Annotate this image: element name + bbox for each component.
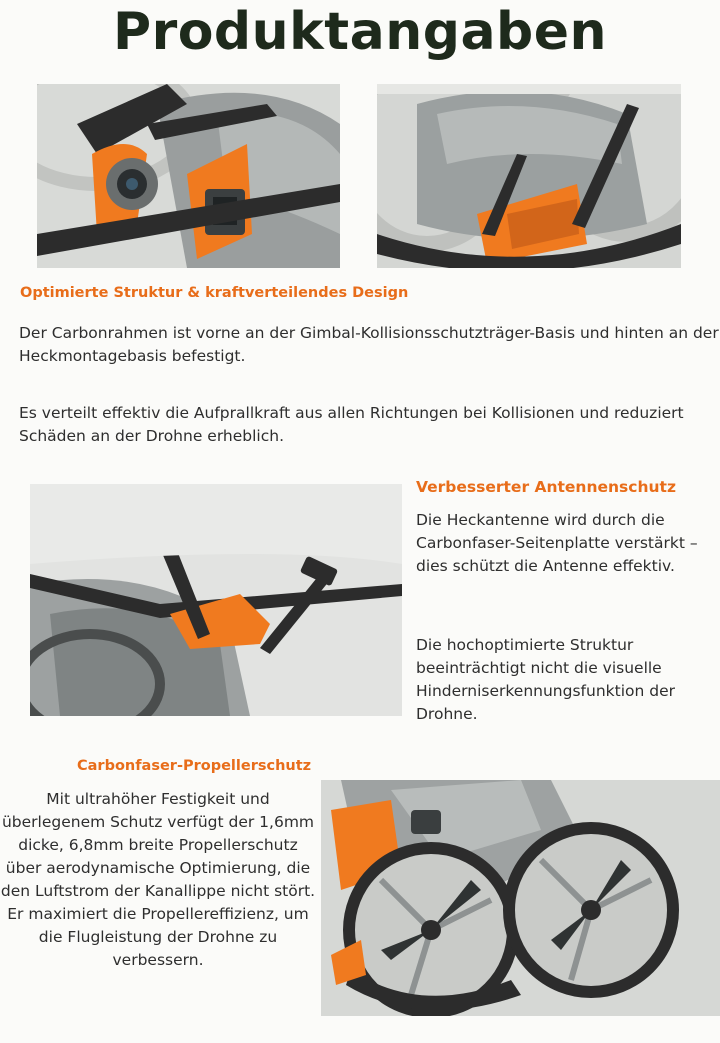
section-heading-structure: Optimierte Struktur & kraftverteilendes Design (20, 285, 409, 301)
product-photo-propeller-guard (321, 780, 720, 1016)
product-photo-rear-mount (377, 84, 681, 268)
structure-paragraph-1: Der Carbonrahmen ist vorne an der Gimbal-Kollisionsschutzträger-Basis und hinten an der Heckmontagebasis befestigt. (19, 324, 719, 365)
propeller-paragraph: Mit ultrahöher Festigkeit und überlegenem Schutz verfügt der 1,6mm dicke, 6,8mm breite Propellerschutz über aerodynamische Optimierung, die den Luftstrom der Kanallippe nicht stört. Er maximiert die Propellereffizienz, um die Flugleistung der Drohne zu verbessern. (0, 790, 316, 969)
section-heading-antenna: Verbesserter Antennenschutz (416, 478, 676, 496)
product-photo-antenna (30, 484, 402, 716)
product-photo-front-gimbal (37, 84, 340, 268)
section-heading-propeller: Carbonfaser-Propellerschutz (77, 758, 312, 774)
structure-paragraph-2: Es verteilt effektiv die Aufprallkraft aus allen Richtungen bei Kollisionen und reduziert Schäden an der Drohne erheblich. (19, 404, 684, 445)
antenna-paragraph-1: Die Heckantenne wird durch die Carbonfaser-Seitenplatte verstärkt – dies schützt die Antenne effektiv. (416, 511, 698, 575)
antenna-paragraph-2: Die hochoptimierte Struktur beeinträchtigt nicht die visuelle Hinderniserkennungsfunktion der Drohne. (416, 636, 675, 723)
page-title: Produktangaben (112, 2, 608, 62)
